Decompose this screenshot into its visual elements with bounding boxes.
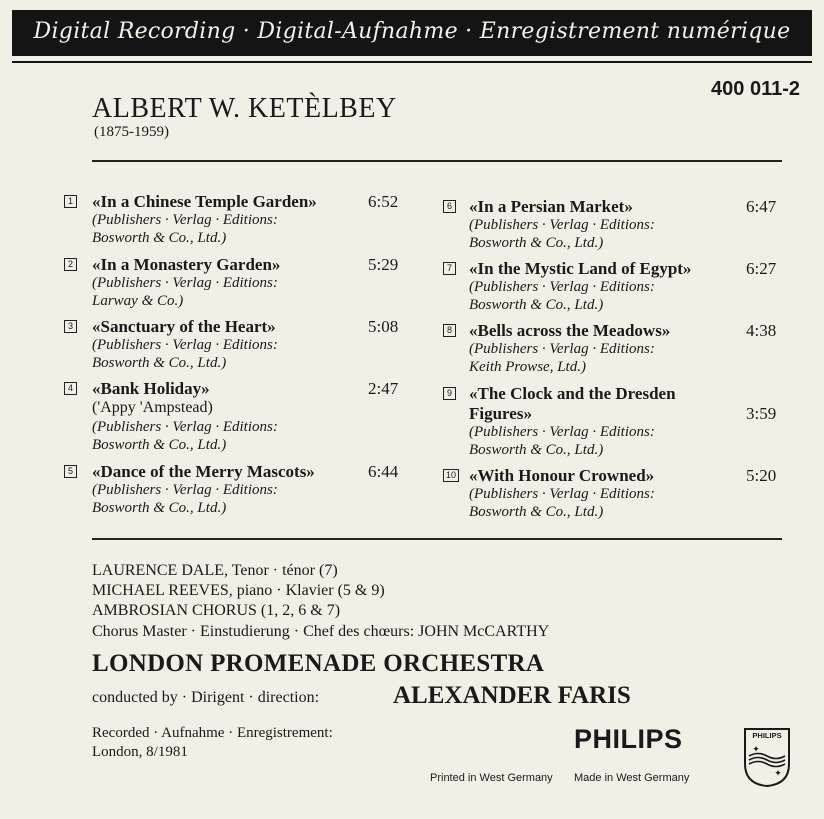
middle-divider (92, 538, 782, 540)
track-number: 7 (443, 262, 456, 275)
performer-line: LAURENCE DALE, Tenor · ténor (7) (92, 562, 338, 579)
track-duration: 6:47 (746, 197, 777, 216)
banner-text: Digital Recording · Digital-Aufnahme · Enregistrement numérique (33, 19, 791, 44)
banner-underline (12, 61, 812, 63)
track-number: 9 (443, 387, 456, 400)
track-title: «In the Mystic Land of Egypt» (469, 259, 692, 278)
track-duration: 5:08 (368, 317, 399, 336)
track-duration: 6:44 (368, 462, 399, 481)
top-divider (92, 160, 782, 162)
track-title: «With Honour Crowned» (469, 466, 655, 485)
track-duration: 4:38 (746, 321, 777, 340)
composer-dates: (1875-1959) (94, 124, 169, 140)
performer-line: MICHAEL REEVES, piano · Klavier (5 & 9) (92, 582, 385, 599)
track-number: 4 (64, 382, 77, 395)
recording-label: Recorded · Aufnahme · Enregistrement: (92, 725, 333, 741)
track-title: «Dance of the Merry Mascots» (92, 462, 315, 481)
philips-shield-icon (742, 726, 792, 788)
track-publisher: (Publishers · Verlag · Editions: (92, 275, 278, 291)
track-duration: 5:20 (746, 466, 777, 485)
orchestra-name: LONDON PROMENADE ORCHESTRA (92, 650, 545, 677)
track-publisher: (Publishers · Verlag · Editions: (92, 212, 278, 228)
track-title: «In a Persian Market» (469, 197, 633, 216)
track-title-continued: Figures» (469, 404, 532, 423)
track-publisher: (Publishers · Verlag · Editions: (92, 337, 278, 353)
track-duration: 5:29 (368, 255, 399, 274)
track-duration: 3:59 (746, 404, 777, 423)
track-publisher: (Publishers · Verlag · Editions: (469, 341, 655, 357)
track-publisher-name: Larway & Co.) (92, 293, 184, 309)
track-publisher: (Publishers · Verlag · Editions: (92, 482, 278, 498)
printed-in-text: Printed in West Germany (430, 772, 553, 784)
track-publisher: (Publishers · Verlag · Editions: (92, 419, 278, 435)
track-publisher-name: Bosworth & Co., Ltd.) (92, 230, 227, 246)
track-publisher-name: Bosworth & Co., Ltd.) (469, 235, 604, 251)
track-number: 5 (64, 465, 77, 478)
track-title: «Bells across the Meadows» (469, 321, 671, 340)
track-title: «The Clock and the Dresden (469, 384, 676, 403)
composer-name: ALBERT W. KETÈLBEY (92, 93, 397, 124)
catalog-number: 400 011-2 (711, 78, 800, 100)
performer-line: AMBROSIAN CHORUS (1, 2, 6 & 7) (92, 602, 341, 619)
track-publisher-name: Keith Prowse, Ltd.) (469, 359, 586, 375)
header-banner (12, 10, 812, 56)
track-publisher-name: Bosworth & Co., Ltd.) (92, 437, 227, 453)
made-in-text: Made in West Germany (574, 772, 690, 784)
track-number: 6 (443, 200, 456, 213)
track-number: 10 (443, 469, 459, 482)
track-number: 1 (64, 195, 77, 208)
performer-line: Chorus Master · Einstudierung · Chef des chœurs: JOHN McCARTHY (92, 623, 550, 640)
track-duration: 2:47 (368, 379, 399, 398)
track-publisher-name: Bosworth & Co., Ltd.) (92, 355, 227, 371)
recording-place-date: London, 8/1981 (92, 744, 188, 760)
shield-star: ✦ (752, 744, 760, 754)
track-title: «Sanctuary of the Heart» (92, 317, 276, 336)
track-number: 2 (64, 258, 77, 271)
track-publisher-name: Bosworth & Co., Ltd.) (469, 297, 604, 313)
track-publisher-name: Bosworth & Co., Ltd.) (469, 504, 604, 520)
track-publisher: (Publishers · Verlag · Editions: (469, 486, 655, 502)
philips-logo: PHILIPS (574, 724, 683, 754)
track-subtitle: ('Appy 'Ampstead) (92, 399, 213, 416)
shield-label: PHILIPS (752, 731, 782, 740)
track-number: 8 (443, 324, 456, 337)
track-publisher: (Publishers · Verlag · Editions: (469, 217, 655, 233)
conductor-name: ALEXANDER FARIS (393, 682, 631, 709)
track-title: «In a Monastery Garden» (92, 255, 281, 274)
track-publisher: (Publishers · Verlag · Editions: (469, 424, 655, 440)
track-title: «Bank Holiday» (92, 379, 210, 398)
track-title: «In a Chinese Temple Garden» (92, 192, 317, 211)
track-publisher-name: Bosworth & Co., Ltd.) (92, 500, 227, 516)
track-number: 3 (64, 320, 77, 333)
track-duration: 6:27 (746, 259, 777, 278)
shield-star: ✦ (774, 768, 782, 778)
conductor-label: conducted by · Dirigent · direction: (92, 689, 320, 706)
track-duration: 6:52 (368, 192, 399, 211)
track-publisher: (Publishers · Verlag · Editions: (469, 279, 655, 295)
track-publisher-name: Bosworth & Co., Ltd.) (469, 442, 604, 458)
